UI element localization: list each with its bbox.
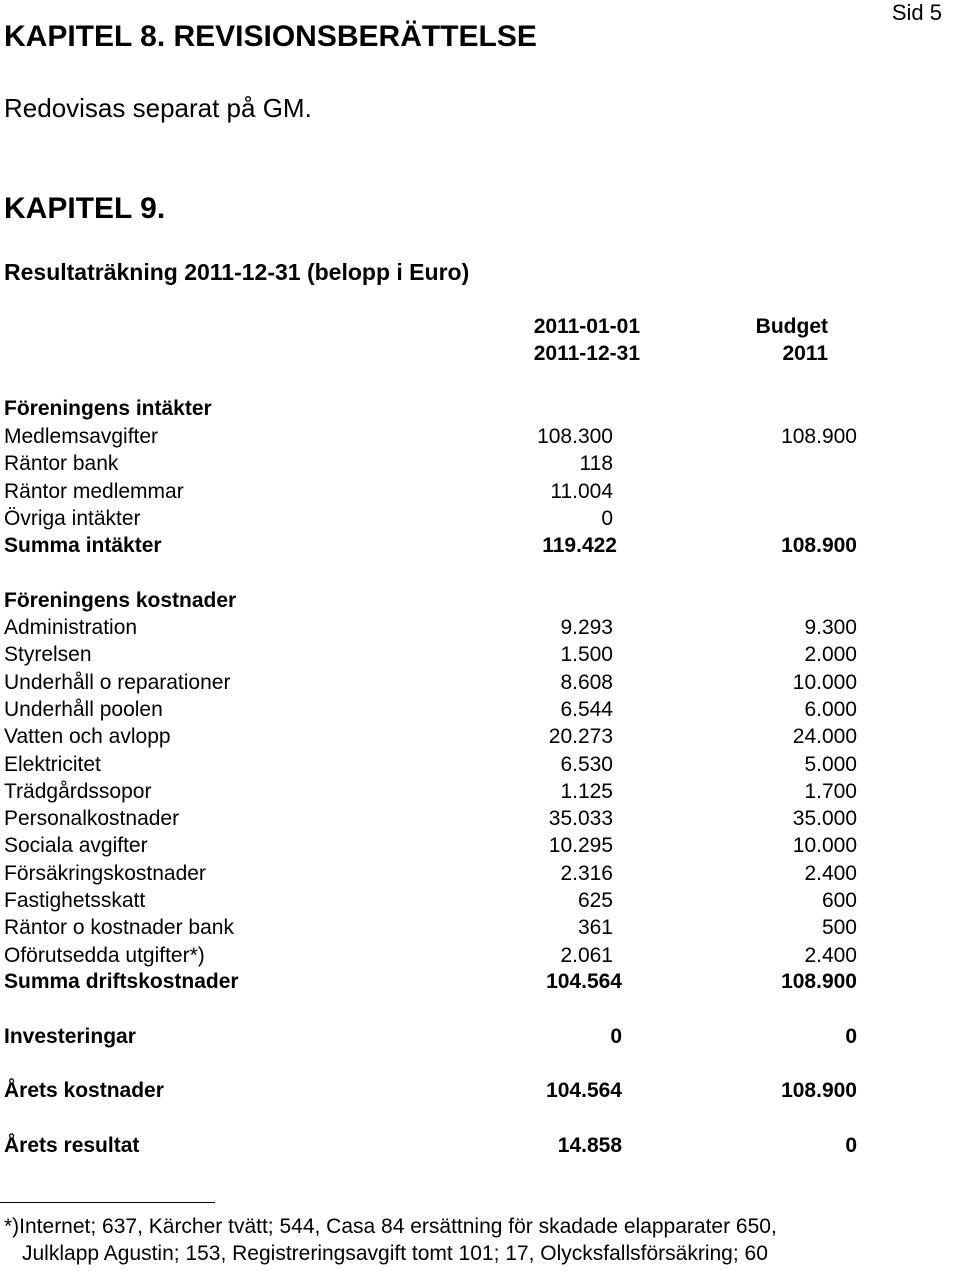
investments-row xyxy=(0,1025,960,1052)
budget-value: 10.000 xyxy=(792,670,857,694)
row-label: Summa driftskostnader xyxy=(4,970,239,993)
budget-value: 1.700 xyxy=(804,779,857,803)
income-heading: Föreningens intäkter xyxy=(4,397,212,420)
footnote-line-2: Julklapp Agustin; 153, Registreringsavgift tomt 101; 17, Olycksfallsförsäkring; 60 xyxy=(22,1242,768,1265)
column-header-budget: Budget xyxy=(755,315,828,338)
budget-value: 0 xyxy=(845,1025,857,1048)
table-row xyxy=(0,889,960,916)
budget-value: 600 xyxy=(821,889,857,912)
actual-value: 14.858 xyxy=(557,1134,622,1157)
costs-heading: Föreningens kostnader xyxy=(4,589,237,612)
table-row xyxy=(0,452,960,479)
actual-value: 9.293 xyxy=(560,616,613,639)
actual-value: 118 xyxy=(579,452,613,476)
row-label: Räntor o kostnader bank xyxy=(4,916,234,940)
budget-value: 6.000 xyxy=(804,697,857,721)
row-label: Investeringar xyxy=(4,1025,136,1048)
table-row xyxy=(0,862,960,889)
row-label: Oförutsedda utgifter*) xyxy=(4,943,205,967)
row-label: Personalkostnader xyxy=(4,807,180,831)
actual-value: 1.500 xyxy=(560,643,613,667)
row-label: Underhåll o reparationer xyxy=(4,670,231,694)
table-row xyxy=(0,944,960,971)
table-row xyxy=(0,780,960,807)
table-row xyxy=(0,807,960,834)
row-label: Administration xyxy=(4,616,138,639)
footnote-divider xyxy=(0,1202,215,1203)
column-header-budget-year: 2011 xyxy=(782,342,828,365)
year-costs-row xyxy=(0,1079,960,1106)
chapter-9-title: KAPITEL 9. xyxy=(4,192,166,225)
actual-value: 35.033 xyxy=(548,807,613,831)
row-label: Underhåll poolen xyxy=(4,697,163,721)
actual-value: 0 xyxy=(610,1025,622,1048)
budget-value: 5.000 xyxy=(804,752,857,776)
budget-value: 108.900 xyxy=(781,970,857,993)
table-row xyxy=(0,698,960,725)
budget-value: 108.900 xyxy=(781,534,857,557)
actual-value: 625 xyxy=(577,889,613,912)
costs-total-row xyxy=(0,970,960,997)
row-label: Sociala avgifter xyxy=(4,834,148,858)
budget-value: 2.400 xyxy=(804,943,857,967)
budget-value: 2.000 xyxy=(804,643,857,667)
table-row xyxy=(0,834,960,861)
row-label: Räntor bank xyxy=(4,452,119,476)
chapter-8-title: KAPITEL 8. REVISIONSBERÄTTELSE xyxy=(4,20,537,53)
row-label: Elektricitet xyxy=(4,752,101,776)
actual-value: 8.608 xyxy=(560,670,613,694)
actual-value: 20.273 xyxy=(548,725,613,749)
row-label: Trädgårdssopor xyxy=(4,779,152,803)
budget-value: 10.000 xyxy=(792,834,857,858)
budget-value: 108.900 xyxy=(781,425,857,448)
row-label: Räntor medlemmar xyxy=(4,479,184,503)
table-row xyxy=(0,480,960,507)
actual-value: 2.316 xyxy=(560,861,613,885)
row-label: Försäkringskostnader xyxy=(4,861,206,885)
budget-value: 0 xyxy=(845,1134,857,1157)
actual-value: 11.004 xyxy=(550,479,613,503)
row-label: Summa intäkter xyxy=(4,534,162,557)
column-header-actual-start: 2011-01-01 xyxy=(533,315,640,338)
table-row xyxy=(0,507,960,534)
actual-value: 6.544 xyxy=(560,697,613,721)
year-result-row xyxy=(0,1134,960,1161)
table-row xyxy=(0,616,960,643)
column-header-actual-end: 2011-12-31 xyxy=(533,342,640,365)
budget-value: 35.000 xyxy=(792,807,857,831)
row-label: Årets kostnader xyxy=(4,1079,164,1102)
table-row xyxy=(0,425,960,452)
budget-value: 24.000 xyxy=(792,725,857,749)
table-row xyxy=(0,753,960,780)
row-label: Medlemsavgifter xyxy=(4,425,159,448)
row-label: Årets resultat xyxy=(4,1134,140,1157)
actual-value: 119.422 xyxy=(542,534,617,557)
table-row xyxy=(0,643,960,670)
row-label: Styrelsen xyxy=(4,643,92,667)
budget-value: 9.300 xyxy=(804,616,857,639)
row-label: Vatten och avlopp xyxy=(4,725,171,749)
actual-value: 104.564 xyxy=(546,1079,622,1102)
row-label: Fastighetsskatt xyxy=(4,889,146,912)
budget-value: 500 xyxy=(821,916,857,940)
row-label: Övriga intäkter xyxy=(4,506,141,530)
actual-value: 10.295 xyxy=(548,834,613,858)
actual-value: 6.530 xyxy=(560,752,613,776)
table-row xyxy=(0,671,960,698)
table-row xyxy=(0,916,960,943)
chapter-8-text: Redovisas separat på GM. xyxy=(4,93,312,123)
actual-value: 1.125 xyxy=(560,779,613,803)
statement-title: Resultaträkning 2011-12-31 (belopp i Euro) xyxy=(4,259,470,285)
actual-value: 361 xyxy=(577,916,613,940)
budget-value: 108.900 xyxy=(781,1079,857,1102)
footnote-line-1: *)Internet; 637, Kärcher tvätt; 544, Casa 84 ersättning för skadade elapparater 650, xyxy=(4,1215,777,1238)
actual-value: 2.061 xyxy=(560,943,613,967)
table-row xyxy=(0,725,960,752)
page-number: Sid 5 xyxy=(891,0,942,25)
budget-value: 2.400 xyxy=(804,861,857,885)
actual-value: 108.300 xyxy=(537,425,613,448)
actual-value: 104.564 xyxy=(546,970,622,993)
income-total-row xyxy=(0,534,960,561)
actual-value: 0 xyxy=(601,506,613,530)
